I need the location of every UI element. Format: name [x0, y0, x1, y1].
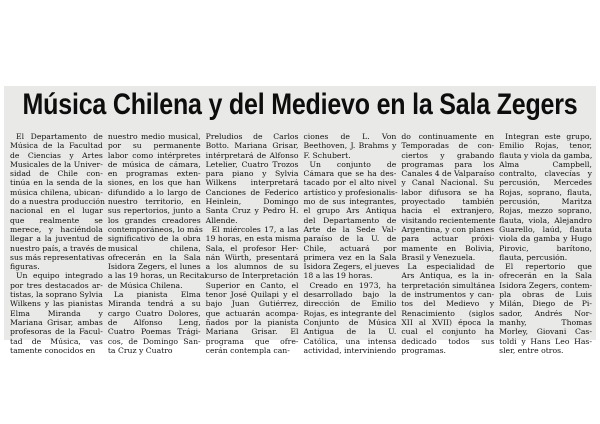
article-text-line: intérpretará de Alfonso [205, 150, 299, 160]
article-text-line: Guarello, laúd, flauta [499, 224, 592, 234]
article-text-line: Mariana Grisar. El [205, 327, 299, 337]
article-text-line: nacional en el lugar [10, 206, 103, 216]
article-text-line: cual el conjunto ha [401, 327, 495, 337]
article-text-line: contralto, clavecías y [499, 169, 592, 179]
article-headline: Música Chilena y del Medievo en la Sala Zegers [22, 88, 578, 122]
article-text-line: Superior en Canto, el [205, 280, 299, 290]
article-text-line: Elma Miranda y [10, 308, 103, 318]
article-text-line: por su permanente [107, 141, 201, 151]
article-text-line: dirección de Emilio [303, 299, 397, 309]
article-text-line: tos del Medievo y [401, 299, 495, 309]
article-text-line: ñados por la pianista [205, 317, 299, 327]
article-text-line: curso de Interpretación [205, 271, 299, 281]
article-text-line: 18 a las 19 horas. [303, 271, 373, 281]
article-text-line: por tres destacados ar- [10, 280, 103, 290]
article-text-line: Allende. [205, 215, 238, 225]
article-text-line: Isidora Zegers, el jueves [303, 262, 400, 272]
article-text-line: flauta, viola, Alejandro [499, 215, 592, 225]
article-text-line: a las 19 horas, un Recital [107, 271, 207, 281]
article-text-line: sador, Andrés Nor- [499, 308, 592, 318]
article-text-line: terpretación simultánea [401, 280, 496, 290]
article-text-line: actividad, interviniendo [303, 345, 397, 355]
article-text-line: Temporadas de con- [401, 141, 495, 151]
article-text-line: Música de la Facultad [10, 141, 103, 151]
article-text-line: musical chilena, [107, 243, 201, 253]
article-text-line: Chile, actuará por [303, 243, 397, 253]
article-text-line: paraíso de la U. de [303, 234, 397, 244]
article-text-line: de Alfonso Leng, [107, 317, 201, 327]
article-text-line: nuestro territorio, en [107, 197, 201, 207]
article-text-line: cerán contempla can- [205, 345, 290, 355]
article-text-line: nuestro medio musical, [107, 132, 201, 141]
article-text-line: tistas, la soprano Sylvia [10, 290, 103, 300]
article-text-line: artístico y profesionalis- [303, 187, 398, 197]
article-text-line: Wilkens interpretará [205, 178, 299, 188]
article-text-line: Milán, Diego de Pi- [499, 299, 592, 309]
article-text-line: merece, y haciéndola [10, 224, 103, 234]
article-text-line: pla obras de Luis [499, 290, 592, 300]
article-text-line: figuras. [10, 262, 40, 272]
article-text-line: 19 horas, en esta misma [205, 234, 301, 244]
article-column [205, 132, 301, 355]
article-text-line: Arte de la Sede Val- [303, 224, 397, 234]
article-text-line: programas para los [401, 159, 495, 169]
article-text-line: F. Schubert. [303, 150, 351, 160]
article-text-line: programa que ofre- [205, 336, 299, 346]
article-text-line: Pirovic, barítono, [499, 243, 592, 253]
article-text-line: toldi y Hans Leo Has- [499, 336, 592, 346]
article-text-line: Integran este grupo, [505, 132, 592, 141]
article-text-line: llegar a la juventud de [10, 234, 103, 244]
article-text-line: ofrecerán en la Sala [107, 252, 201, 262]
article-text-line: nán Würth, presentará [205, 252, 299, 262]
article-text-line: viola da gamba y Hugo [499, 234, 592, 244]
article-column [303, 132, 400, 355]
article-text-line: Miranda tendrá a su [107, 299, 201, 309]
article-text-line: Renacimiento (siglos [401, 308, 495, 318]
article-text-line: tad de Música, vas [10, 336, 103, 346]
article-text-line: Morley, Giovani Cas- [499, 327, 592, 337]
article-text-line: bajo Juan Gutiérrez, [205, 299, 299, 309]
article-text-line: percusión, Maritza [499, 197, 592, 207]
article-text-line: profesoras de la Facul- [10, 327, 103, 337]
article-text-line: visitando recientemente [401, 215, 496, 225]
article-text-line: labor como intérpretes [107, 150, 201, 160]
article-text-line: Argentina, y con planes [401, 224, 495, 234]
article-text-line: Mariana Grisar, ambas [10, 317, 103, 327]
article-text-line: Santa Cruz y Pedro H. [205, 206, 299, 216]
article-text-line: mo de sus integrantes, [303, 197, 397, 207]
article-text-line: de Ciencias y Artes [10, 150, 103, 160]
article-text-line: mamente en Bolivia, [401, 243, 495, 253]
article-text-line: Emilio Rojas, tenor, [499, 141, 592, 151]
article-text-line: Alma Campbell, [499, 159, 592, 169]
article-text-line: Un equipo integrado [16, 271, 103, 281]
article-text-line: La especialidad de [407, 262, 495, 272]
article-text-line: de instrumentos y can- [401, 290, 495, 300]
article-column [401, 132, 496, 355]
article-text-line: que actuarán acompa- [205, 308, 299, 318]
article-text-line: dedicado todos sus [401, 336, 495, 346]
article-text-line: de Música Chilena. [107, 280, 183, 290]
article-text-line: sler, entre otros. [499, 345, 564, 355]
article-text-line: a los alumnos de su [205, 262, 299, 272]
article-text-line: tacado por el alto nivel [303, 178, 397, 188]
article-text-line: primera vez en la Sala [303, 252, 397, 262]
article-text-line: Brasil y Venezuela. [401, 252, 476, 262]
article-text-line: Creado en 1973, ha [309, 280, 397, 290]
article-text-line: manhy, Thomas [499, 317, 592, 327]
article-text-line: Musicales de la Univer- [10, 159, 103, 169]
article-text-line: Botto. Mariana Grisar, [205, 141, 299, 151]
article-text-line: Canciones de Federico [205, 187, 299, 197]
article-text-line: Sala, el profesor Her- [205, 243, 299, 253]
article-text-line: sus más representativas [10, 252, 105, 262]
article-text-line: sidad de Chile con- [10, 169, 103, 179]
article-text-line: siones, en los que han [107, 178, 201, 188]
article-text-line: El Departamento de [16, 132, 103, 141]
article-text-line: Beethoven, J. Brahms y [303, 141, 397, 151]
article-text-line: Cuatro Poemas Trági- [107, 327, 201, 337]
article-text-line: para actuar próxi- [401, 234, 495, 244]
newspaper-clipping [4, 86, 596, 355]
article-text-line: y Canal Nacional. Su [401, 178, 495, 188]
article-text-line: flauta, percusión. [499, 252, 568, 262]
article-text-line: Rojas, soprano, flauta, [499, 187, 592, 197]
article-text-line: ciones de L. Von [303, 132, 397, 141]
article-text-line: hacia el extranjero, [401, 206, 495, 216]
article-text-line: Preludios de Carlos [205, 132, 299, 141]
article-text-line: El repertorio que [505, 262, 592, 272]
article-text-line: de música de cámara, [107, 159, 201, 169]
article-text-line: percusión, Mercedes [499, 178, 592, 188]
article-text-line: sus repertorios, junto a [107, 206, 201, 216]
article-text-line: Canales 4 de Valparaíso [401, 169, 495, 179]
article-text-line: en programas exten- [107, 169, 201, 179]
article-text-line: del Departamento de [303, 215, 397, 225]
article-text-line: Un conjunto de [309, 159, 397, 169]
article-column [107, 132, 207, 355]
article-text-line: tenor José Quilapi y el [205, 290, 299, 300]
article-text-line: ta Cruz y Cuatro [107, 345, 173, 355]
article-text-line: cos, de Domingo San- [107, 336, 201, 346]
article-text-line: el grupo Ars Antiqua [303, 206, 397, 216]
article-text-line: difundido a lo largo de [107, 187, 201, 197]
article-column [10, 132, 107, 355]
article-text-line: tinúa en la senda de la [10, 178, 103, 188]
article-text-line: do continuamente en [401, 132, 495, 141]
article-text-line: Católica, una intensa [303, 336, 397, 346]
article-text-line: Isidora Zegers, contem- [499, 280, 593, 290]
article-text-line: ciertos y grabando [401, 150, 495, 160]
article-text-line: Antigua de la U. [303, 327, 397, 337]
article-text-line: que realmente se [10, 215, 103, 225]
article-text-line: significativo de la obra [107, 234, 201, 244]
article-text-line: Wilkens y las pianistas [10, 299, 103, 309]
article-text-line: do a nuestra producción [10, 197, 105, 207]
article-text-line: cargo Cuatro Dolores, [107, 308, 201, 318]
article-text-line: proyectado también [401, 197, 495, 207]
article-text-line: flauta y viola da gamba, [499, 150, 593, 160]
article-text-line: los grandes creadores [107, 215, 201, 225]
article-text-line: Cámara que se ha des- [303, 169, 397, 179]
article-text-line: Rojas, es integrante del [303, 308, 397, 318]
article-columns [10, 132, 593, 355]
article-text-line: nuestro país, a través de [10, 243, 107, 253]
article-text-line: Ars Antiqua, es la in- [401, 271, 495, 281]
article-text-line: ofrecerán en la Sala [499, 271, 592, 281]
article-text-line: desarrollado bajo la [303, 290, 397, 300]
article-text-line: contemporáneos, lo más [107, 224, 203, 234]
article-text-line: música chilena, ubican- [10, 187, 103, 197]
article-text-line: Rojas, mezzo soprano, [499, 206, 592, 216]
article-text-line: programas. [401, 345, 446, 355]
article-text-line: XII al XVII) época la [401, 317, 495, 327]
article-text-line: tamente conocidos en [10, 345, 96, 355]
article-text-line: labor difusora se ha [401, 187, 495, 197]
article-text-line: Isidora Zegers, el lunes [107, 262, 201, 272]
article-text-line: El miércoles 17, a las [211, 224, 299, 234]
article-text-line: Letelier, Cuatro Trozos [205, 159, 299, 169]
article-text-line: La pianista Elma [113, 290, 201, 300]
article-column [499, 132, 593, 355]
article-text-line: para piano y Sylvia [205, 169, 299, 179]
article-text-line: Heinlein, Domingo [205, 197, 299, 207]
article-text-line: Conjunto de Música [303, 317, 397, 327]
